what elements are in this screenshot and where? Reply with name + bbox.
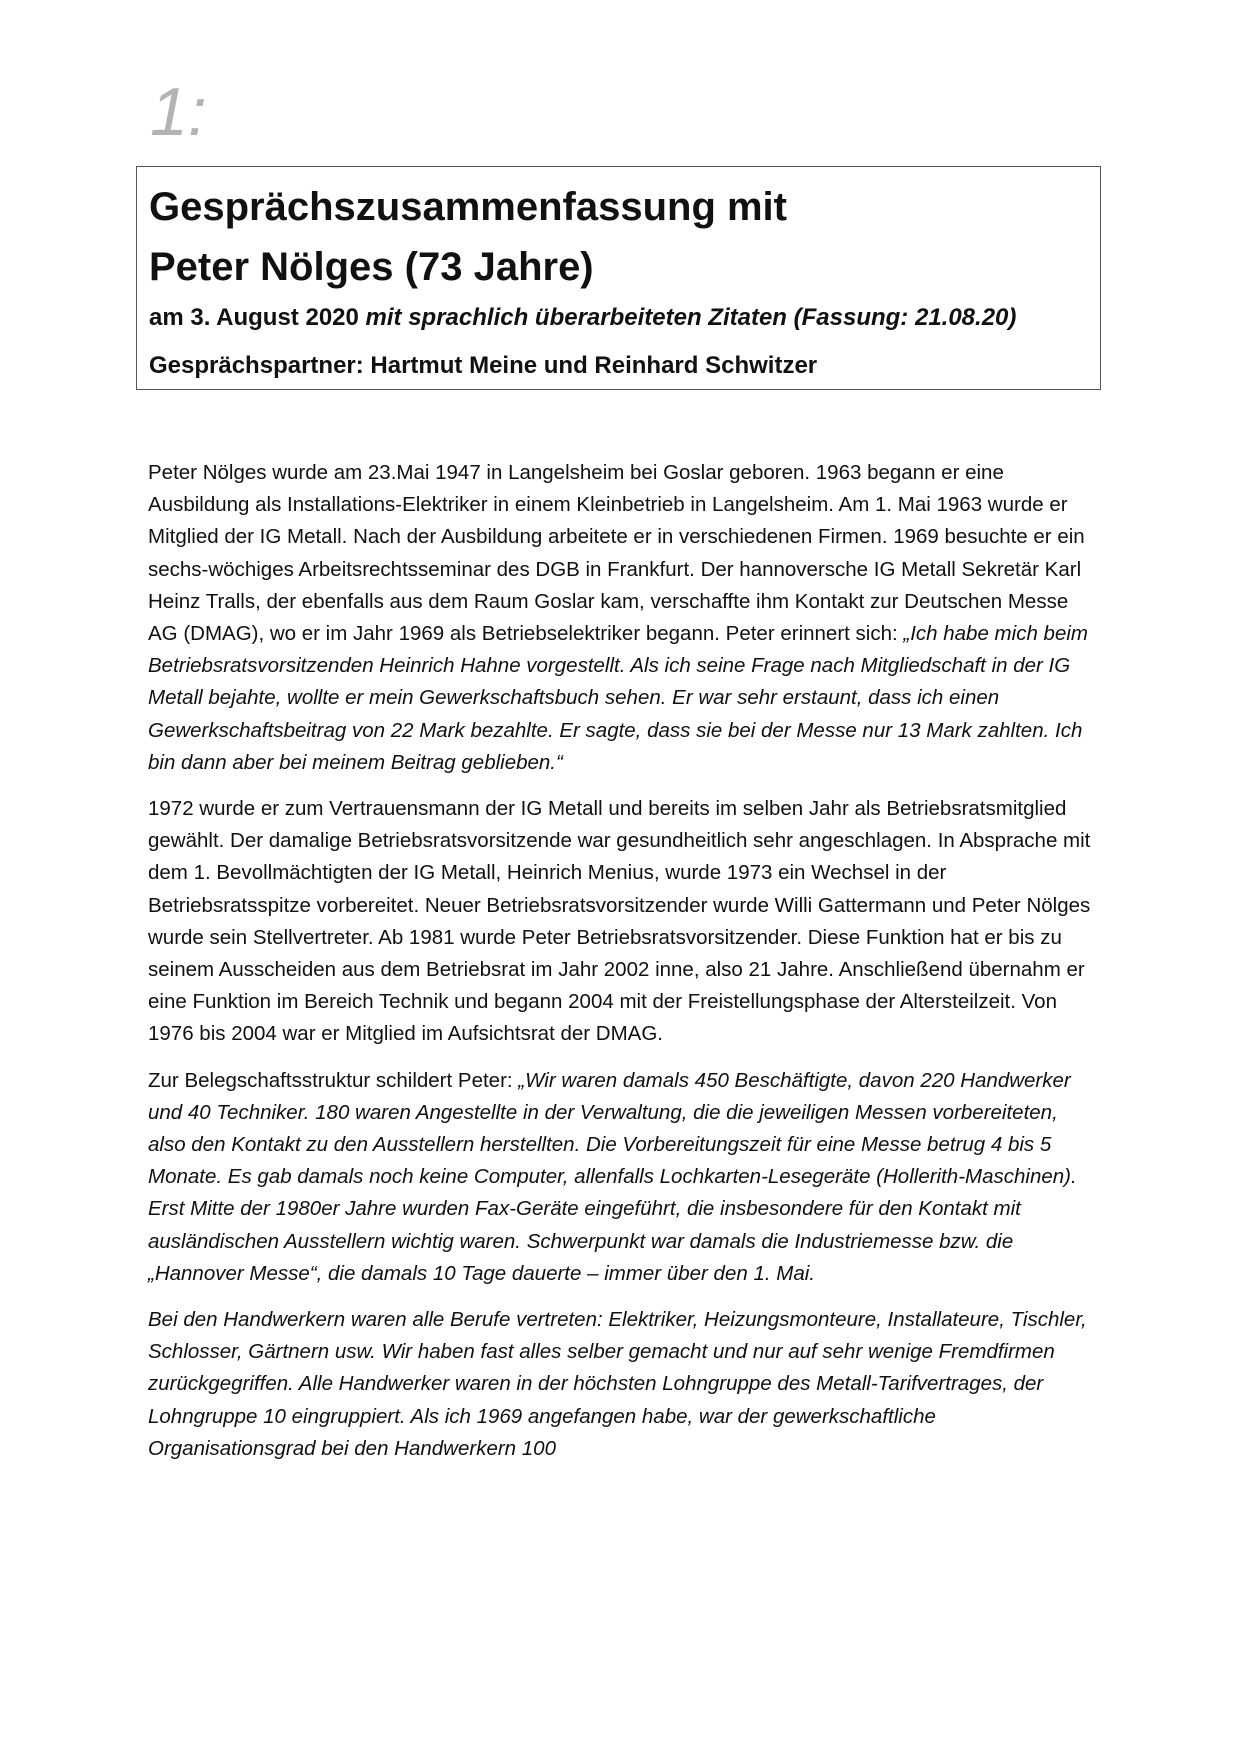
title-box <box>136 166 1101 390</box>
quote-first-contact: „Ich habe mich beim Betriebsratsvorsitzenden Heinrich Hahne vorgestellt. Als ich seine Frage nach Mitgliedschaft in der IG Metall bejahte, wollte er mein Gewerkschaftsbuch sehen. Er war sehr erstaunt, dass ich einen Gewerkschaftsbeitrag von 22 Mark bezahlte. Er sagte, dass sie bei der Messe nur 13 Mark zahlten. Ich bin dann aber bei meinem Beitrag geblieben.“ <box>148 622 1088 774</box>
interview-date: am 3. August 2020 <box>149 304 359 331</box>
interview-partners: Gesprächspartner: Hartmut Meine und Reinhard Schwitzer <box>149 352 818 379</box>
paragraph-workforce <box>148 1065 1096 1290</box>
paragraph-workforce-text: Zur Belegschaftsstruktur schildert Peter: <box>148 1068 519 1092</box>
version-note: mit sprachlich überarbeiteten Zitaten (Fassung: 21.08.20) <box>365 304 1017 331</box>
paragraph-biography-text: Peter Nölges wurde am 23.Mai 1947 in Langelsheim bei Goslar geboren. 1963 begann er eine Ausbildung als Installations-Elektriker in einem Kleinbetrieb in Langelsheim. Am 1. Mai 1963 wurde er Mitglied der IG Metall. Nach der Ausbildung arbeitete er in verschiedenen Firmen. 1969 besuchte er ein sechs-wöchiges Arbeitsrechtsseminar des DGB in Frankfurt. Der hannoversche IG Metall Sekretär Karl Heinz Tralls, der ebenfalls aus dem Raum Goslar kam, verschaffte ihm Kontakt zur Deutschen Messe AG (DMAG), wo er im Jahr 1969 als Betriebselektriker begann. Peter erinnert sich: <box>148 461 1085 646</box>
document-body <box>148 457 1096 1479</box>
paragraph-biography <box>148 457 1096 779</box>
paragraph-craftsmen: Bei den Handwerkern waren alle Berufe vertreten: Elektriker, Heizungsmonteure, Installateure, Tischler, Schlosser, Gärtnern usw. Wir haben fast alles selber gemacht und nur auf sehr wenige Fremdfirmen zurückgegriffen. Alle Handwerker waren in der höchsten Lohngruppe des Metall-Tarifvertrages, der Lohngruppe 10 eingruppiert. Als ich 1969 angefangen habe, war der gewerkschaftliche Organisationsgrad bei den Handwerkern 100 <box>148 1308 1087 1460</box>
paragraph-works-council: 1972 wurde er zum Vertrauensmann der IG Metall und bereits im selben Jahr als Betriebsratsmitglied gewählt. Der damalige Betriebsratsvorsitzende war gesundheitlich sehr angeschlagen. In Absprache mit dem 1. Bevollmächtigten der IG Metall, Heinrich Menius, wurde 1973 ein Wechsel in der Betriebsratsspitze vorbereitet. Neuer Betriebsratsvorsitzender wurde Willi Gattermann und Peter Nölges wurde sein Stellvertreter. Ab 1981 wurde Peter Betriebsratsvorsitzender. Diese Funktion hat er bis zu seinem Ausscheiden aus dem Betriebsrat im Jahr 2002 inne, also 21 Jahre. Anschließend übernahm er eine Funktion im Bereich Technik und begann 2004 mit der Freistellungsphase der Altersteilzeit. Von 1976 bis 2004 war er Mitglied im Aufsichtsrat der DMAG. <box>148 797 1091 1046</box>
quote-workforce: „Wir waren damals 450 Beschäftigte, davon 220 Handwerker und 40 Techniker. 180 waren Angestellte in der Verwaltung, die die jeweiligen Messen vorbereiteten, also den Kontakt zu den Ausstellern herstellten. Die Vorbereitungszeit für eine Messe betrug 4 bis 5 Monate. Es gab damals noch keine Computer, allenfalls Lochkarten-Lesegeräte (Hollerith-Maschinen). Erst Mitte der 1980er Jahre wurden Fax-Geräte eingeführt, die insbesondere für den Kontakt mit ausländischen Ausstellern wichtig waren. Schwerpunkt war damals die Industriemesse bzw. die „Hannover Messe“, die damals 10 Tage dauerte – immer über den 1. Mai. <box>148 1068 1077 1285</box>
document-title-line-2: Peter Nölges (73 Jahre) <box>149 245 594 289</box>
interview-date-line <box>149 301 1100 335</box>
document-title-line-1: Gesprächszusammenfassung mit <box>149 185 787 229</box>
page-number: 1: <box>150 74 207 150</box>
